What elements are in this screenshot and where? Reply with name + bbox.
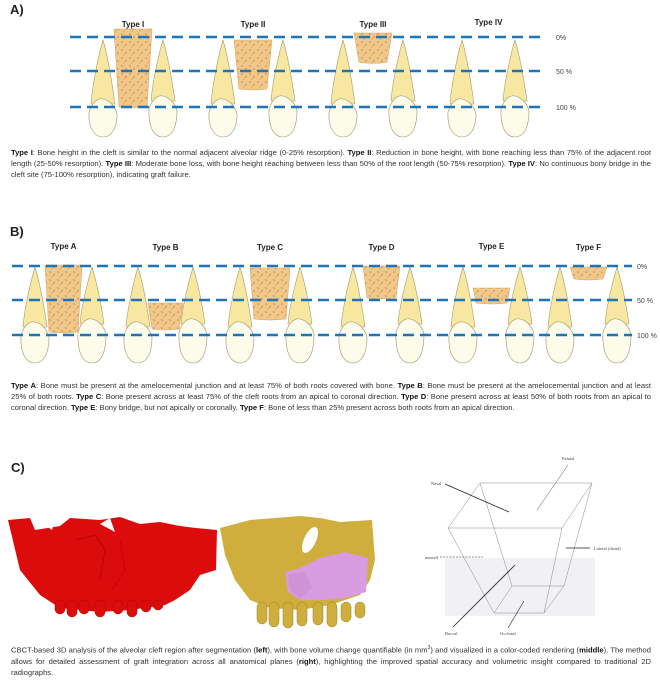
- tooth-crown: [603, 319, 631, 363]
- panel-a-caption-term: Type II: [347, 148, 372, 157]
- render-tooth: [297, 602, 307, 626]
- level-label: 50 %: [637, 298, 653, 305]
- panel-c-figure: [0, 440, 660, 640]
- render-tooth: [269, 602, 279, 627]
- render-tooth: [153, 600, 163, 610]
- level-label: 0%: [556, 35, 567, 42]
- tooth-root: [341, 267, 365, 327]
- tooth-crown: [226, 322, 254, 363]
- tooth-crown: [124, 322, 152, 363]
- bone-graft: [114, 29, 152, 108]
- panel-b-caption-term: Type C: [76, 392, 102, 401]
- panel-c-label: C): [11, 460, 25, 475]
- panel-c-caption: CBCT-based 3D analysis of the alveolar cleft region after segmentation (left), with bone volume change quantifiable (in $mm^3$) and visualized in a color-coded rendering (middle). The method allows for detailed assessment of graft integration across all anatomical planes (right), highlighting the improved spatial accuracy and volumetric insight compared to traditional 2D radiographs.: [11, 645, 652, 677]
- panel-a-label: A): [10, 2, 24, 17]
- panel-b-caption-term: Type F: [239, 403, 264, 412]
- panel-b-caption-term: Type B: [397, 381, 423, 390]
- label-buccal: Buccal: [445, 631, 458, 636]
- tooth-root: [181, 267, 205, 324]
- panel-b-caption-text: : Bone present across at least 50% of both roots from an apical to coronal direction.: [11, 392, 651, 412]
- level-label: 100 %: [637, 333, 657, 340]
- tooth-crown: [546, 322, 574, 363]
- render-tooth: [341, 602, 351, 622]
- tooth-crown: [269, 96, 297, 137]
- label-occlusal: Occlusal: [500, 631, 516, 636]
- tooth-crown: [209, 99, 237, 137]
- tooth-root: [451, 267, 475, 327]
- tooth-crown: [396, 319, 424, 363]
- tooth-crown: [449, 322, 477, 363]
- bone-graft: [570, 267, 607, 280]
- tooth-root: [508, 267, 532, 324]
- bone-graft: [234, 40, 272, 90]
- label-mesial: mesial): [425, 555, 439, 560]
- render-tooth: [79, 600, 89, 614]
- type-label: Type E: [478, 242, 505, 251]
- tooth-crown: [21, 322, 49, 363]
- panel-b-caption-term: Type D: [401, 392, 427, 401]
- panel-b-label: B): [10, 224, 24, 239]
- render-tooth: [355, 602, 365, 618]
- tooth-crown: [78, 319, 106, 363]
- tooth-crown: [506, 319, 534, 363]
- color-coded-render-middle: [220, 516, 375, 628]
- tooth-crown: [329, 99, 357, 137]
- panel-a-caption-term: Type I: [11, 148, 33, 157]
- panel-a-diagram: [0, 0, 660, 140]
- bone-graft: [473, 288, 510, 304]
- label-palatal: Palatal: [562, 456, 575, 461]
- panel-b-caption-term: Type E: [70, 403, 96, 412]
- type-label: Type D: [368, 243, 395, 252]
- tooth-root: [126, 267, 150, 327]
- render-tooth: [327, 602, 337, 627]
- tooth-crown: [389, 96, 417, 137]
- render-tooth: [55, 600, 65, 614]
- tooth-crown: [89, 99, 117, 137]
- type-label: Type C: [256, 243, 284, 252]
- level-label: 0%: [637, 264, 648, 271]
- panel-b-caption-text: : Bone present across at least 75% of the cleft roots from an apical to coronal direction.: [101, 392, 402, 401]
- tooth-root: [288, 267, 312, 324]
- panel-b-caption-text: : Bony bridge, but not apically or coronally.: [95, 403, 240, 412]
- label-nasal: Nasal: [431, 481, 442, 486]
- panel-a-caption-term: Type IV: [508, 159, 535, 168]
- type-label: Type A: [50, 242, 77, 251]
- render-tooth: [257, 602, 267, 624]
- panel-a-caption: [11, 147, 651, 180]
- render-tooth: [141, 600, 151, 612]
- level-label: 50 %: [556, 69, 572, 76]
- type-label: Type II: [240, 20, 266, 29]
- tooth-crown: [501, 96, 529, 137]
- bone-graft: [363, 266, 400, 299]
- panel-a-caption-term: Type III: [105, 159, 132, 168]
- level-label: 100 %: [556, 105, 576, 112]
- tooth-crown: [286, 319, 314, 363]
- type-label: Type I: [121, 20, 145, 29]
- bone-graft: [250, 268, 290, 320]
- panel-b-caption-text: : Bone must be present at the amelocemental junction and at least 25% of both roots.: [11, 381, 651, 401]
- render-tooth: [67, 600, 77, 617]
- type-label: Type B: [152, 243, 179, 252]
- tooth-root: [398, 267, 422, 324]
- type-label: Type IV: [474, 18, 503, 27]
- label-lateral: Lateral (distal): [594, 546, 621, 551]
- render-tooth: [113, 600, 123, 614]
- panel-b-caption: [11, 380, 651, 413]
- tooth-crown: [448, 99, 476, 137]
- render-tooth: [95, 600, 105, 617]
- panel-a-caption-text: : Moderate bone loss, with bone height reaching between less than 50% of the root length (50-75% resorption).: [131, 159, 509, 168]
- bone-graft: [148, 303, 183, 330]
- panel-a-caption-text: : Reduction in bone height, with bone reaching less than 75% of the adjacent root length (25-50% resorption).: [11, 148, 651, 168]
- tooth-root: [23, 267, 47, 327]
- panel-a-caption-text: : No continuous bony bridge in the cleft site (75-100% resorption), indicating graft failure.: [11, 159, 651, 179]
- panel-b-caption-text: : Bone must be present at the amelocemental junction and at least 75% of both roots covered with bone.: [35, 381, 398, 390]
- segmentation-render-left: [8, 517, 217, 617]
- tooth-crown: [149, 96, 177, 137]
- panel-b-caption-term: Type A: [11, 381, 36, 390]
- render-tooth: [313, 602, 323, 625]
- tooth-root: [228, 267, 252, 327]
- render-tooth: [283, 602, 293, 628]
- panel-a-caption-text: : Bone height in the cleft is similar to the normal adjacent alveolar ridge (0-25% resorption).: [32, 148, 348, 157]
- tooth-crown: [179, 319, 207, 363]
- tooth-root: [548, 267, 572, 327]
- panel-b-diagram: [0, 190, 660, 370]
- tooth-root: [605, 267, 629, 324]
- tooth-root: [80, 267, 104, 324]
- panel-b-caption-text: : Bone of less than 25% present across both roots from an apical direction.: [263, 403, 515, 412]
- type-label: Type III: [359, 20, 387, 29]
- render-tooth: [127, 600, 137, 617]
- type-label: Type F: [575, 243, 602, 252]
- tooth-crown: [339, 322, 367, 363]
